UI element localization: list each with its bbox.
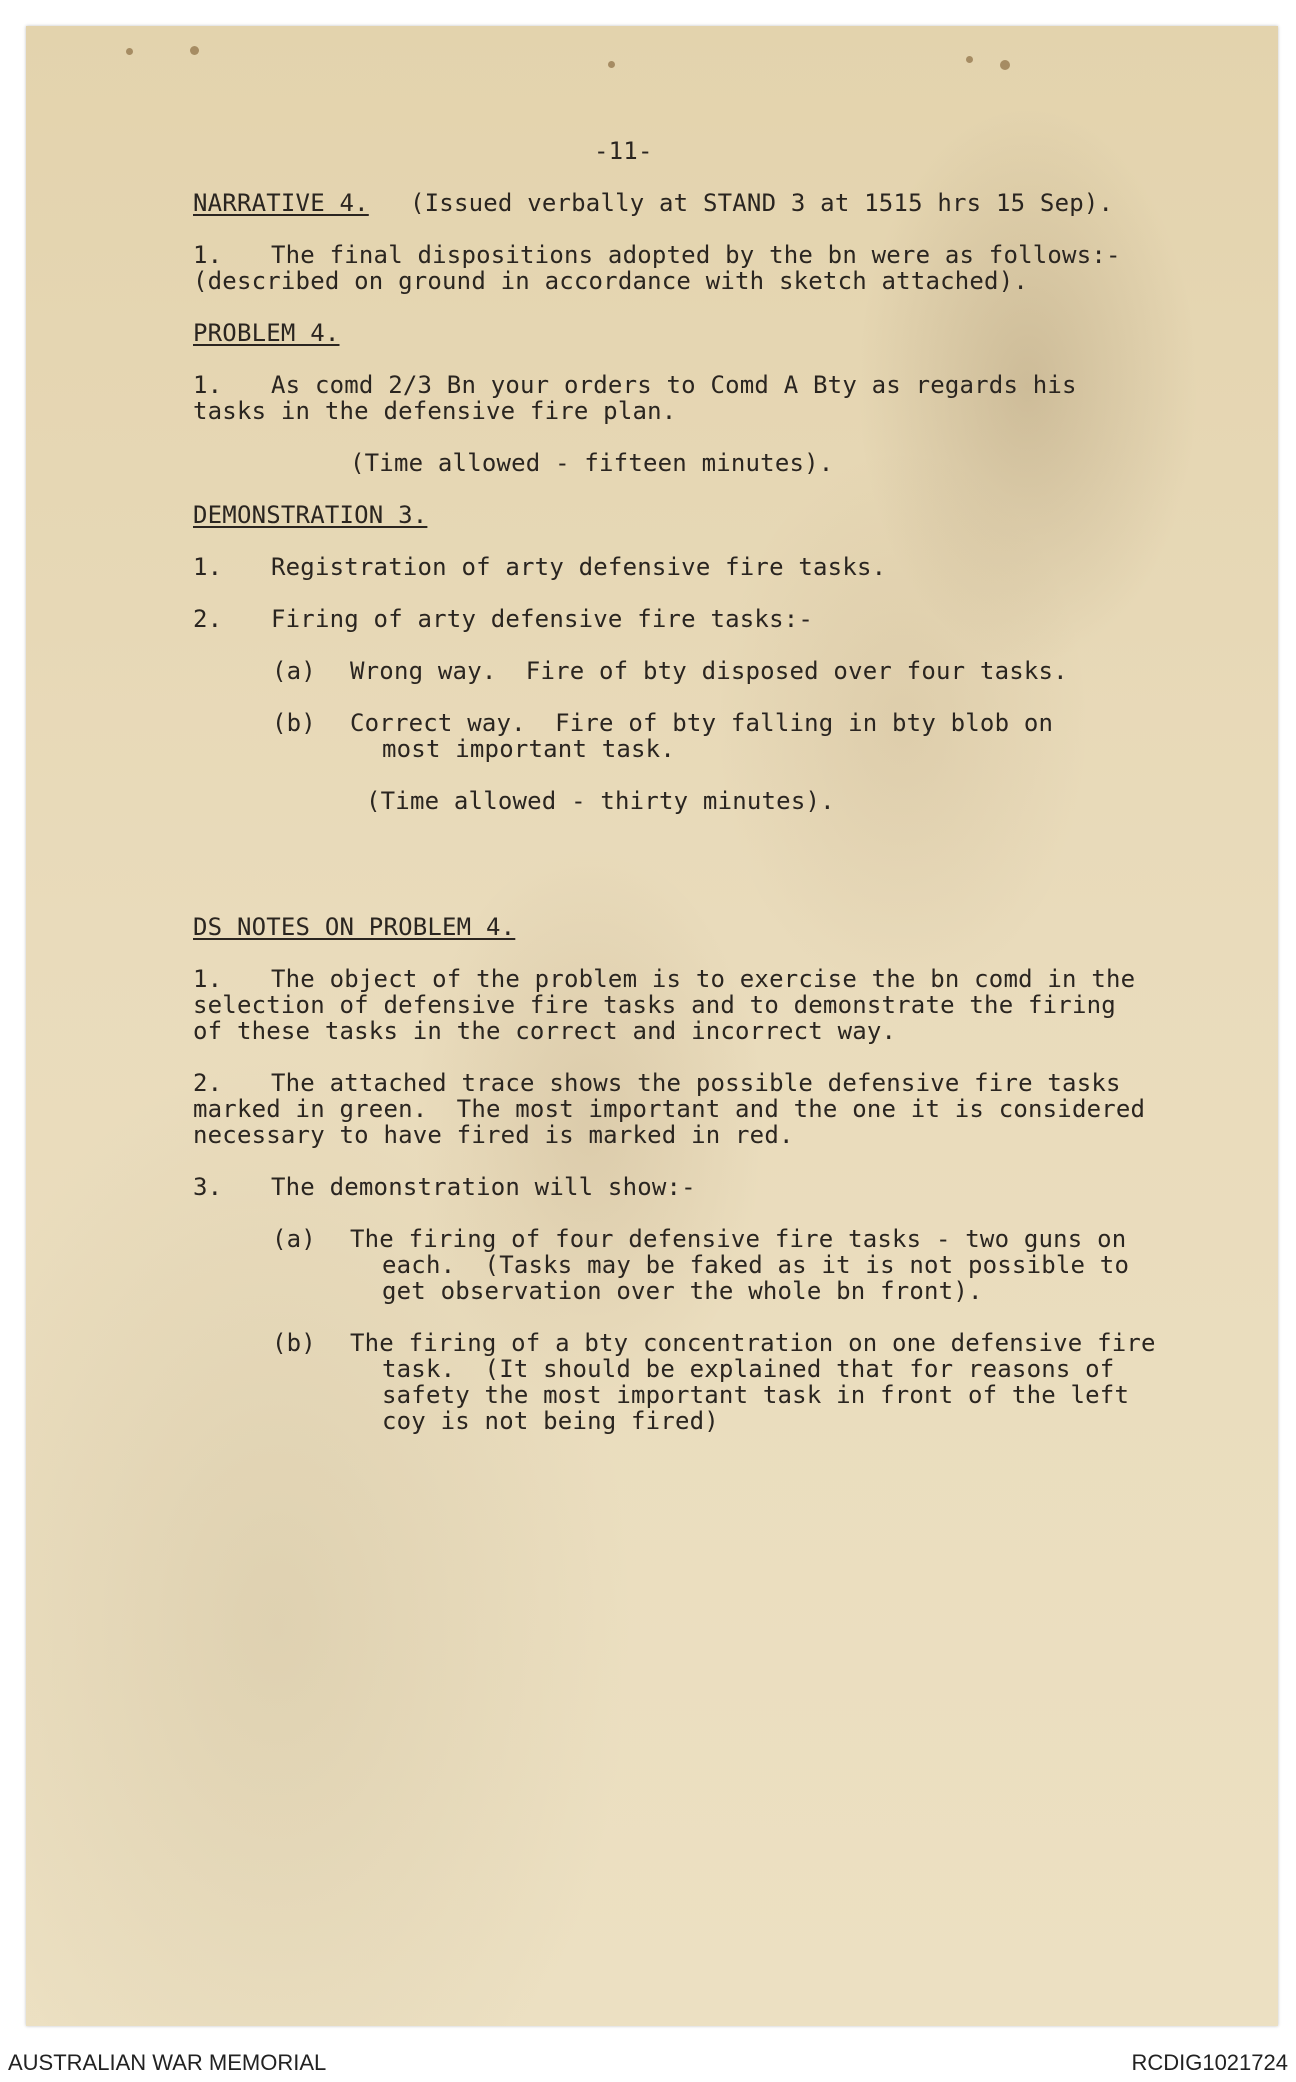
ds-notes-para-line: The attached trace shows the possible defensive fire tasks: [271, 1069, 1121, 1097]
narrative-para-number: 1.: [193, 241, 223, 269]
problem-heading: PROBLEM 4.: [193, 319, 340, 347]
problem-para-line: tasks in the defensive fire plan.: [193, 397, 677, 425]
demonstration-item-number: 1.: [193, 553, 223, 581]
narrative-para-line: (described on ground in accordance with sketch attached).: [193, 267, 1029, 295]
ds-notes-para-line: The object of the problem is to exercise the bn comd in the: [271, 965, 1136, 993]
ds-notes-sub-text: task. (It should be explained that for reasons of: [382, 1355, 1115, 1383]
ds-notes-para-line: selection of defensive fire tasks and to demonstrate the firing: [193, 991, 1116, 1019]
ds-notes-sub-label: (b): [272, 1329, 316, 1357]
demonstration-sub-text: Wrong way. Fire of bty disposed over four tasks.: [350, 657, 1068, 685]
demonstration-item-text: Registration of arty defensive fire tasks.: [271, 553, 887, 581]
document-sheet: [26, 26, 1278, 2026]
ds-notes-sub-text: safety the most important task in front of the left: [382, 1381, 1130, 1409]
ds-notes-para-number: 1.: [193, 965, 223, 993]
demonstration-sub-label: (a): [272, 657, 316, 685]
archive-name: AUSTRALIAN WAR MEMORIAL: [8, 2050, 327, 2075]
demonstration-item-number: 2.: [193, 605, 223, 633]
demonstration-heading: DEMONSTRATION 3.: [193, 501, 428, 529]
problem-para-number: 1.: [193, 371, 223, 399]
ds-notes-para-line: necessary to have fired is marked in red.: [193, 1121, 794, 1149]
demonstration-time-allowed: (Time allowed - thirty minutes).: [366, 787, 835, 815]
problem-time-allowed: (Time allowed - fifteen minutes).: [350, 449, 834, 477]
demonstration-sub-text: most important task.: [382, 735, 675, 763]
archive-reference-id: RCDIG1021724: [1131, 2050, 1288, 2075]
ds-notes-para-number: 3.: [193, 1173, 223, 1201]
archive-footer: [0, 2050, 1296, 2078]
ds-notes-sub-text: The firing of a bty concentration on one defensive fire: [350, 1329, 1156, 1357]
ds-notes-para-line: The demonstration will show:-: [271, 1173, 696, 1201]
ds-notes-heading: DS NOTES ON PROBLEM 4.: [193, 913, 516, 941]
ds-notes-para-line: marked in green. The most important and the one it is considered: [193, 1095, 1146, 1123]
narrative-issued: (Issued verbally at STAND 3 at 1515 hrs 15 Sep).: [410, 189, 1114, 217]
typed-content: [26, 26, 1278, 2026]
ds-notes-para-line: of these tasks in the correct and incorrect way.: [193, 1017, 897, 1045]
ds-notes-sub-text: get observation over the whole bn front).: [382, 1277, 983, 1305]
ds-notes-sub-text: The firing of four defensive fire tasks - two guns on: [350, 1225, 1127, 1253]
demonstration-sub-label: (b): [272, 709, 316, 737]
demonstration-sub-text: Correct way. Fire of bty falling in bty blob on: [350, 709, 1054, 737]
ds-notes-para-number: 2.: [193, 1069, 223, 1097]
narrative-para-line: The final dispositions adopted by the bn were as follows:-: [271, 241, 1121, 269]
ds-notes-sub-text: each. (Tasks may be faked as it is not possible to: [382, 1251, 1130, 1279]
narrative-heading: NARRATIVE 4.: [193, 189, 369, 217]
problem-para-line: As comd 2/3 Bn your orders to Comd A Bty as regards his: [271, 371, 1077, 399]
ds-notes-sub-label: (a): [272, 1225, 316, 1253]
demonstration-item-text: Firing of arty defensive fire tasks:-: [271, 605, 814, 633]
ds-notes-sub-text: coy is not being fired): [382, 1407, 719, 1435]
page-number: -11-: [594, 137, 653, 165]
